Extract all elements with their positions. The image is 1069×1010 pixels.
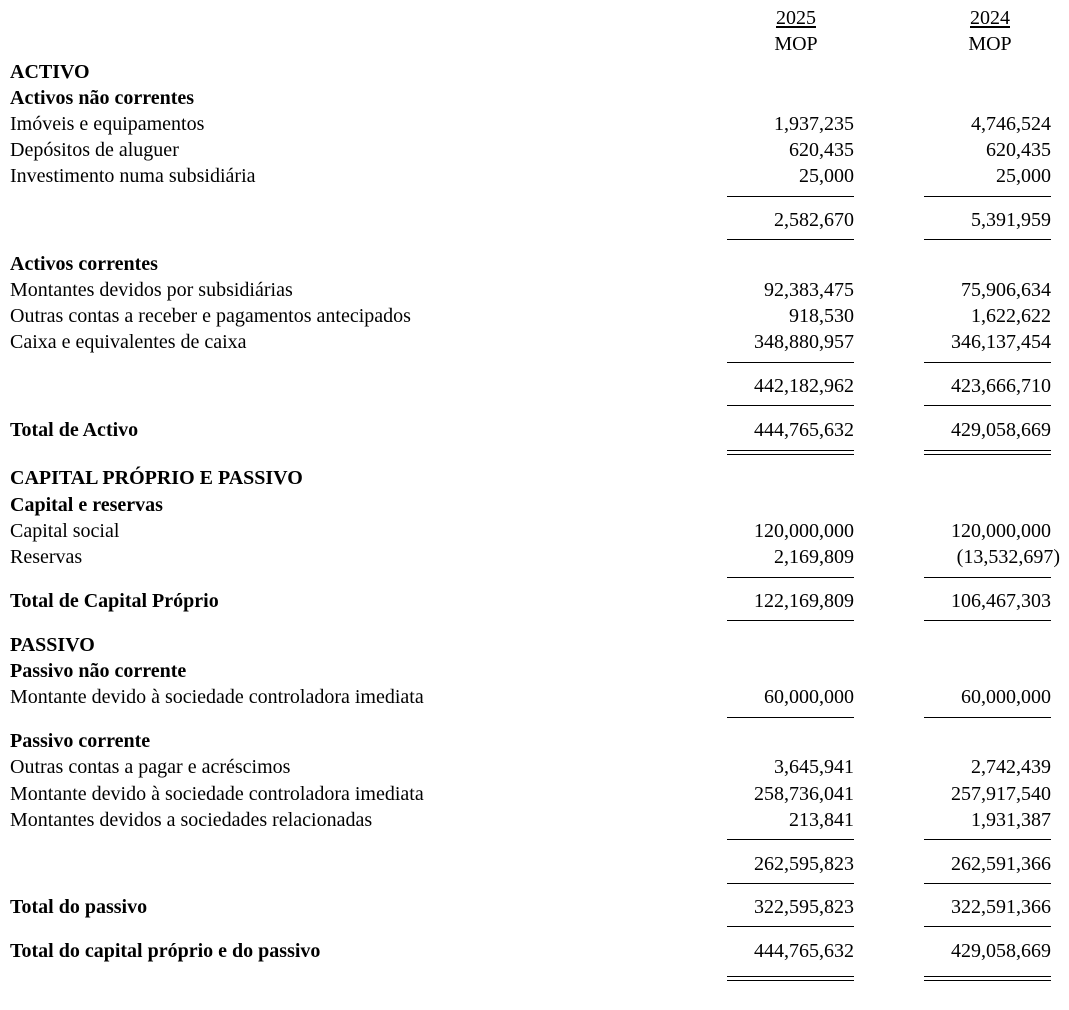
value-2025: 120,000,000 xyxy=(754,520,854,542)
underline-rule xyxy=(727,196,854,197)
year-label: 2024 xyxy=(970,7,1010,29)
item-label: Reservas xyxy=(10,546,83,568)
item-label: Total de Capital Próprio xyxy=(10,590,219,612)
line-item xyxy=(0,163,1069,189)
value-2024: 620,435 xyxy=(986,139,1051,161)
double-underline-rule xyxy=(727,976,854,981)
line-item xyxy=(0,807,1069,833)
item-label: Caixa e equivalentes de caixa xyxy=(10,331,247,353)
underline-rule xyxy=(924,577,1051,578)
line-item xyxy=(0,518,1069,544)
value-2025: 348,880,957 xyxy=(754,331,854,353)
line-item xyxy=(0,137,1069,163)
value-2024: 257,917,540 xyxy=(951,783,1051,805)
value-2025: 122,169,809 xyxy=(754,590,854,612)
value-2024: 429,058,669 xyxy=(951,419,1051,441)
value-2025: 3,645,941 xyxy=(774,756,854,778)
line-item xyxy=(0,781,1069,807)
line-item xyxy=(0,754,1069,780)
total-equity-row xyxy=(0,588,1069,614)
double-underline-rule xyxy=(924,450,1051,455)
line-item xyxy=(0,684,1069,710)
subtotal-row xyxy=(0,851,1069,877)
value-2024: 4,746,524 xyxy=(971,113,1051,135)
underline-rule xyxy=(727,239,854,240)
value-2024: 75,906,634 xyxy=(961,279,1051,301)
item-label: Montantes devidos a sociedades relacionadas xyxy=(10,809,373,831)
value-2025: 620,435 xyxy=(789,139,854,161)
item-label: Total do passivo xyxy=(10,896,148,918)
item-label: Outras contas a receber e pagamentos antecipados xyxy=(10,305,411,327)
item-label: Capital social xyxy=(10,520,120,542)
value-2024: 1,622,622 xyxy=(971,305,1051,327)
underline-rule xyxy=(924,839,1051,840)
value-2024: 25,000 xyxy=(996,165,1051,187)
underline-rule xyxy=(924,883,1051,884)
value-2025: 92,383,475 xyxy=(764,279,854,301)
heading-text: CAPITAL PRÓPRIO E PASSIVO xyxy=(10,467,303,489)
value-2025: 2,169,809 xyxy=(774,546,854,568)
line-item xyxy=(0,277,1069,303)
item-label: Total do capital próprio e do passivo xyxy=(10,940,321,962)
column-header-2025 xyxy=(733,5,859,57)
heading-text: Passivo não corrente xyxy=(10,660,187,682)
underline-rule xyxy=(924,405,1051,406)
double-underline-rule xyxy=(924,976,1051,981)
item-label: Total de Activo xyxy=(10,419,139,441)
value-2025: 25,000 xyxy=(799,165,854,187)
grand-total-row xyxy=(0,938,1069,964)
value-2025: 213,841 xyxy=(789,809,854,831)
item-label: Depósitos de aluguer xyxy=(10,139,179,161)
line-item xyxy=(0,111,1069,137)
currency-label: MOP xyxy=(968,33,1012,55)
item-label: Montante devido à sociedade controladora imediata xyxy=(10,783,424,805)
value-2025: 444,765,632 xyxy=(754,940,854,962)
value-2025: 442,182,962 xyxy=(754,375,854,397)
value-2024: 120,000,000 xyxy=(951,520,1051,542)
heading-text: Activos não correntes xyxy=(10,87,195,109)
underline-rule xyxy=(924,926,1051,927)
value-2025: 2,582,670 xyxy=(774,209,854,231)
value-2024: 60,000,000 xyxy=(961,686,1051,708)
value-2024: 5,391,959 xyxy=(971,209,1051,231)
value-2025: 60,000,000 xyxy=(764,686,854,708)
section-heading-equity-liabilities xyxy=(0,465,1069,491)
value-2024: 106,467,303 xyxy=(951,590,1051,612)
section-heading-liabilities xyxy=(0,632,1069,658)
heading-text: Activos correntes xyxy=(10,253,158,275)
subtotal-row xyxy=(0,207,1069,233)
subsection-heading-non-current-assets xyxy=(0,85,1069,111)
underline-rule xyxy=(727,926,854,927)
item-label: Investimento numa subsidiária xyxy=(10,165,256,187)
value-2024: 2,742,439 xyxy=(971,756,1051,778)
line-item xyxy=(0,303,1069,329)
underline-rule xyxy=(727,362,854,363)
line-item xyxy=(0,329,1069,355)
underline-rule xyxy=(924,717,1051,718)
item-label: Montante devido à sociedade controladora imediata xyxy=(10,686,424,708)
subtotal-row xyxy=(0,373,1069,399)
value-2024: 423,666,710 xyxy=(951,375,1051,397)
underline-rule xyxy=(727,620,854,621)
heading-text: PASSIVO xyxy=(10,634,95,656)
value-2024: 346,137,454 xyxy=(951,331,1051,353)
subsection-heading-non-current-liabilities xyxy=(0,658,1069,684)
value-2025: 1,937,235 xyxy=(774,113,854,135)
total-assets-row xyxy=(0,417,1069,443)
item-label: Outras contas a pagar e acréscimos xyxy=(10,756,291,778)
item-label: Imóveis e equipamentos xyxy=(10,113,205,135)
value-2025: 918,530 xyxy=(789,305,854,327)
subsection-heading-current-assets xyxy=(0,251,1069,277)
underline-rule xyxy=(727,405,854,406)
value-2024: 429,058,669 xyxy=(951,940,1051,962)
heading-text: Capital e reservas xyxy=(10,494,163,516)
underline-rule xyxy=(727,577,854,578)
item-label: Montantes devidos por subsidiárias xyxy=(10,279,293,301)
heading-text: ACTIVO xyxy=(10,61,90,83)
subsection-heading-current-liabilities xyxy=(0,728,1069,754)
total-liabilities-row xyxy=(0,894,1069,920)
value-2024: 1,931,387 xyxy=(971,809,1051,831)
underline-rule xyxy=(924,239,1051,240)
underline-rule xyxy=(727,883,854,884)
value-2025: 262,595,823 xyxy=(754,853,854,875)
section-heading-assets xyxy=(0,59,1069,85)
value-2025: 322,595,823 xyxy=(754,896,854,918)
double-underline-rule xyxy=(727,450,854,455)
line-item xyxy=(0,544,1069,570)
subsection-heading-equity xyxy=(0,492,1069,518)
underline-rule xyxy=(727,717,854,718)
year-label: 2025 xyxy=(776,7,816,29)
underline-rule xyxy=(924,362,1051,363)
value-2024: (13,532,697) xyxy=(956,546,1060,568)
currency-label: MOP xyxy=(774,33,818,55)
underline-rule xyxy=(924,620,1051,621)
column-header-2024 xyxy=(927,5,1053,57)
heading-text: Passivo corrente xyxy=(10,730,151,752)
value-2024: 322,591,366 xyxy=(951,896,1051,918)
value-2024: 262,591,366 xyxy=(951,853,1051,875)
value-2025: 258,736,041 xyxy=(754,783,854,805)
underline-rule xyxy=(924,196,1051,197)
underline-rule xyxy=(727,839,854,840)
value-2025: 444,765,632 xyxy=(754,419,854,441)
